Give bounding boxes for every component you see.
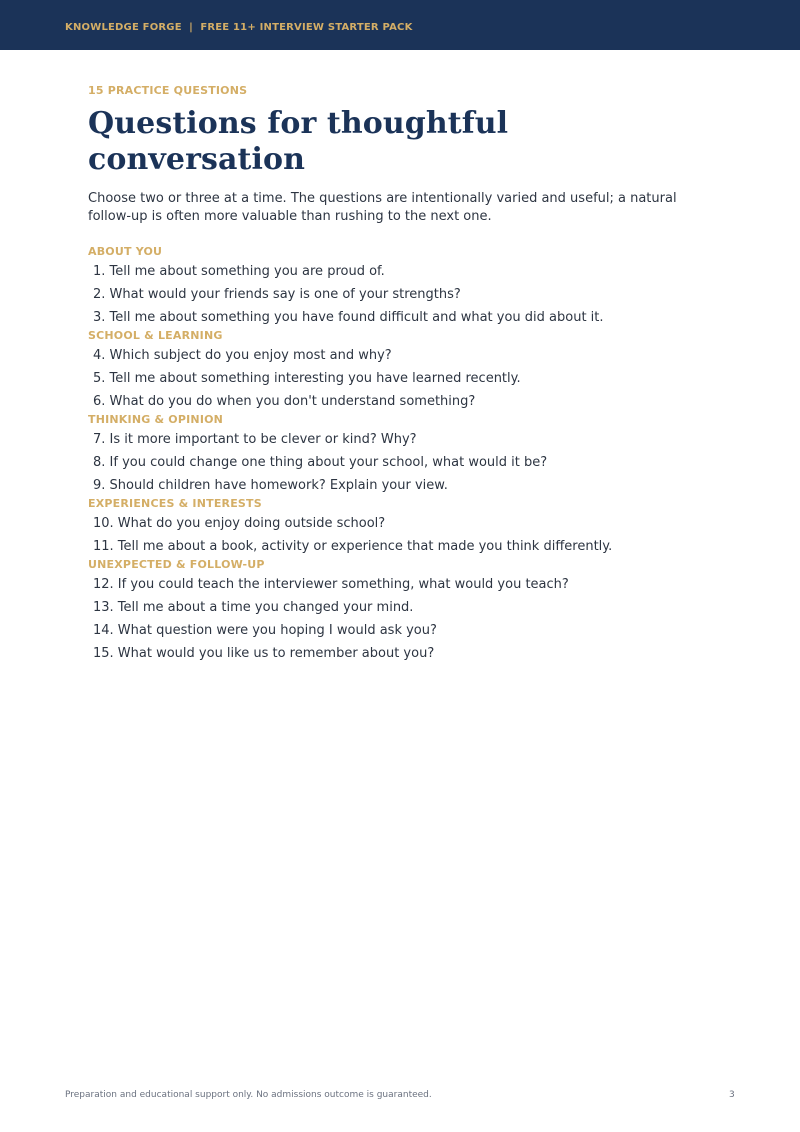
- header-bar: [0, 0, 800, 50]
- question-item: 9. Should children have homework? Explain your view.: [93, 478, 448, 493]
- question-sections: [88, 245, 728, 663]
- header-text: KNOWLEDGE FORGE | FREE 11+ INTERVIEW STARTER PACK: [65, 22, 413, 33]
- eyebrow-label: 15 PRACTICE QUESTIONS: [88, 84, 248, 97]
- section-heading: EXPERIENCES & INTERESTS: [88, 497, 262, 510]
- section-heading: THINKING & OPINION: [88, 413, 224, 426]
- question-list: [88, 576, 728, 663]
- question-item: 12. If you could teach the interviewer something, what would you teach?: [93, 577, 569, 592]
- question-item: 13. Tell me about a time you changed your mind.: [93, 600, 414, 615]
- question-item: 5. Tell me about something interesting you have learned recently.: [93, 371, 521, 386]
- question-item: 7. Is it more important to be clever or kind? Why?: [93, 432, 417, 447]
- question-item: 4. Which subject do you enjoy most and why?: [93, 348, 392, 363]
- question-list: [88, 431, 728, 495]
- question-item: 6. What do you do when you don't understand something?: [93, 394, 476, 409]
- intro-text: Choose two or three at a time. The questions are intentionally varied and useful; a natural follow-up is often more valuable than rushing to the next one.: [88, 191, 677, 224]
- section-heading: ABOUT YOU: [88, 245, 163, 258]
- section-heading: UNEXPECTED & FOLLOW-UP: [88, 558, 265, 571]
- footer-disclaimer: Preparation and educational support only. No admissions outcome is guaranteed.: [65, 1090, 432, 1100]
- question-list: [88, 263, 728, 327]
- page-content: [88, 84, 728, 665]
- question-item: 3. Tell me about something you have found difficult and what you did about it.: [93, 310, 604, 325]
- question-item: 1. Tell me about something you are proud of.: [93, 264, 385, 279]
- section-heading: SCHOOL & LEARNING: [88, 329, 223, 342]
- question-list: [88, 515, 728, 556]
- question-item: 15. What would you like us to remember about you?: [93, 646, 435, 661]
- question-list: [88, 347, 728, 411]
- question-item: 11. Tell me about a book, activity or experience that made you think differently.: [93, 539, 613, 554]
- question-item: 10. What do you enjoy doing outside school?: [93, 516, 386, 531]
- page-title: Questions for thoughtful conversation: [88, 106, 509, 177]
- question-item: 14. What question were you hoping I would ask you?: [93, 623, 437, 638]
- question-item: 2. What would your friends say is one of your strengths?: [93, 287, 461, 302]
- page-number: 3: [729, 1090, 735, 1100]
- question-item: 8. If you could change one thing about your school, what would it be?: [93, 455, 548, 470]
